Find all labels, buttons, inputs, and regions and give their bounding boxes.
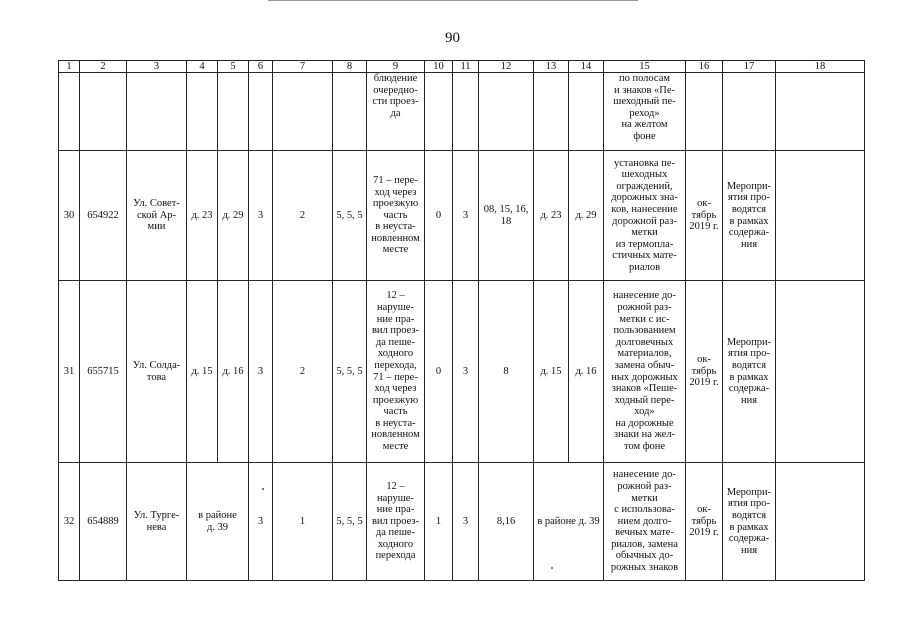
measures-cell: по полосам и знаков «Пе- шеходный пе- реход» на желтом фоне — [604, 73, 686, 151]
table-row — [59, 463, 865, 581]
header-cell: 13 — [534, 61, 569, 73]
cell: 3 — [453, 151, 479, 281]
header-cell: 4 — [187, 61, 218, 73]
cell: 5, 5, 5 — [333, 151, 367, 281]
cell — [776, 151, 865, 281]
header-cell: 2 — [80, 61, 127, 73]
measures-cell: нанесение до- рожной раз- метки с ис- пользованием долговечных материалов, замена обыч- ных дорожных знаков «Пеше- ходный пере- ход» на дорожные знаки на жел- том фоне — [604, 281, 686, 463]
header-cell: 3 — [127, 61, 187, 73]
code-cell: 655715 — [80, 281, 127, 463]
top-rule — [268, 0, 638, 1]
cell: 2 — [273, 281, 333, 463]
cell — [569, 73, 604, 151]
page-number: 90 — [445, 30, 460, 46]
cell — [80, 73, 127, 151]
cell — [187, 73, 218, 151]
header-cell: 8 — [333, 61, 367, 73]
street-cell: Ул. Солда- това — [127, 281, 187, 463]
scan-speck — [262, 488, 264, 490]
header-cell: 1 — [59, 61, 80, 73]
cell — [127, 73, 187, 151]
cell — [273, 73, 333, 151]
cell — [249, 73, 273, 151]
cell — [59, 73, 80, 151]
row-number-cell: 30 — [59, 151, 80, 281]
row-number-cell: 31 — [59, 281, 80, 463]
data-table — [58, 60, 865, 581]
continuation-row — [59, 73, 865, 151]
header-cell: 14 — [569, 61, 604, 73]
header-cell: 7 — [273, 61, 333, 73]
date-cell: ок- тябрь 2019 г. — [686, 463, 723, 581]
header-cell: 17 — [723, 61, 776, 73]
cell: 3 — [249, 281, 273, 463]
date-cell: ок- тябрь 2019 г. — [686, 151, 723, 281]
header-cell: 11 — [453, 61, 479, 73]
table-row — [59, 281, 865, 463]
cell — [776, 281, 865, 463]
to-cell: д. 16 — [218, 281, 249, 463]
cell — [723, 73, 776, 151]
header-cell: 12 — [479, 61, 534, 73]
cell — [534, 73, 569, 151]
header-cell: 5 — [218, 61, 249, 73]
cell — [776, 73, 865, 151]
cell: д. 15 — [534, 281, 569, 463]
note-cell: Меропри- ятия про- водятся в рамках содержа- ния — [723, 281, 776, 463]
cell: 5, 5, 5 — [333, 281, 367, 463]
code-cell: 654922 — [80, 151, 127, 281]
header-cell: 15 — [604, 61, 686, 73]
cell — [686, 73, 723, 151]
cell: 3 — [453, 463, 479, 581]
cell — [453, 73, 479, 151]
cell: 8 — [479, 281, 534, 463]
header-cell: 18 — [776, 61, 865, 73]
cell: 1 — [273, 463, 333, 581]
location-cell: в районе д. 39 — [534, 463, 604, 581]
note-cell: Меропри- ятия про- водятся в рамках содержа- ния — [723, 463, 776, 581]
cell: 08, 15, 16, 18 — [479, 151, 534, 281]
header-cell: 10 — [425, 61, 453, 73]
cell: д. 23 — [534, 151, 569, 281]
table-row — [59, 151, 865, 281]
measures-cell: установка пе- шеходных ограждений, дорожных зна- ков, нанесение дорожной раз- метки из термопла- стичных мате- риалов — [604, 151, 686, 281]
cell: 3 — [249, 151, 273, 281]
cell: 1 — [425, 463, 453, 581]
scan-speck — [551, 567, 553, 569]
violation-cell: 12 – наруше- ние пра- вил проез- да пеше- ходного перехода — [367, 463, 425, 581]
violation-cell: блюдение очередно- сти проез- да — [367, 73, 425, 151]
cell — [425, 73, 453, 151]
cell: д. 16 — [569, 281, 604, 463]
cell: д. 29 — [569, 151, 604, 281]
measures-cell: нанесение до- рожной раз- метки с использова- нием долго- вечных мате- риалов, замена обычных до- рожных знаков — [604, 463, 686, 581]
cell — [479, 73, 534, 151]
cell: 2 — [273, 151, 333, 281]
row-number-cell: 32 — [59, 463, 80, 581]
cell: 3 — [453, 281, 479, 463]
code-cell: 654889 — [80, 463, 127, 581]
note-cell: Меропри- ятия про- водятся в рамках содержа- ния — [723, 151, 776, 281]
cell — [218, 73, 249, 151]
street-cell: Ул. Турге- нева — [127, 463, 187, 581]
violation-cell: 12 – наруше- ние пра- вил проез- да пеше- ходного перехода, 71 – пере- ход через проезжую часть в неуста- новленном месте — [367, 281, 425, 463]
header-row — [59, 61, 865, 73]
date-cell: ок- тябрь 2019 г. — [686, 281, 723, 463]
cell — [333, 73, 367, 151]
from-cell: д. 15 — [187, 281, 218, 463]
cell: 5, 5, 5 — [333, 463, 367, 581]
cell — [776, 463, 865, 581]
header-cell: 6 — [249, 61, 273, 73]
header-cell: 16 — [686, 61, 723, 73]
location-cell: в районе д. 39 — [187, 463, 249, 581]
header-cell: 9 — [367, 61, 425, 73]
cell: 0 — [425, 281, 453, 463]
street-cell: Ул. Совет- ской Ар- мии — [127, 151, 187, 281]
from-cell: д. 23 — [187, 151, 218, 281]
to-cell: д. 29 — [218, 151, 249, 281]
cell: 0 — [425, 151, 453, 281]
cell: 3 — [249, 463, 273, 581]
cell: 8,16 — [479, 463, 534, 581]
violation-cell: 71 – пере- ход через проезжую часть в неуста- новленном месте — [367, 151, 425, 281]
